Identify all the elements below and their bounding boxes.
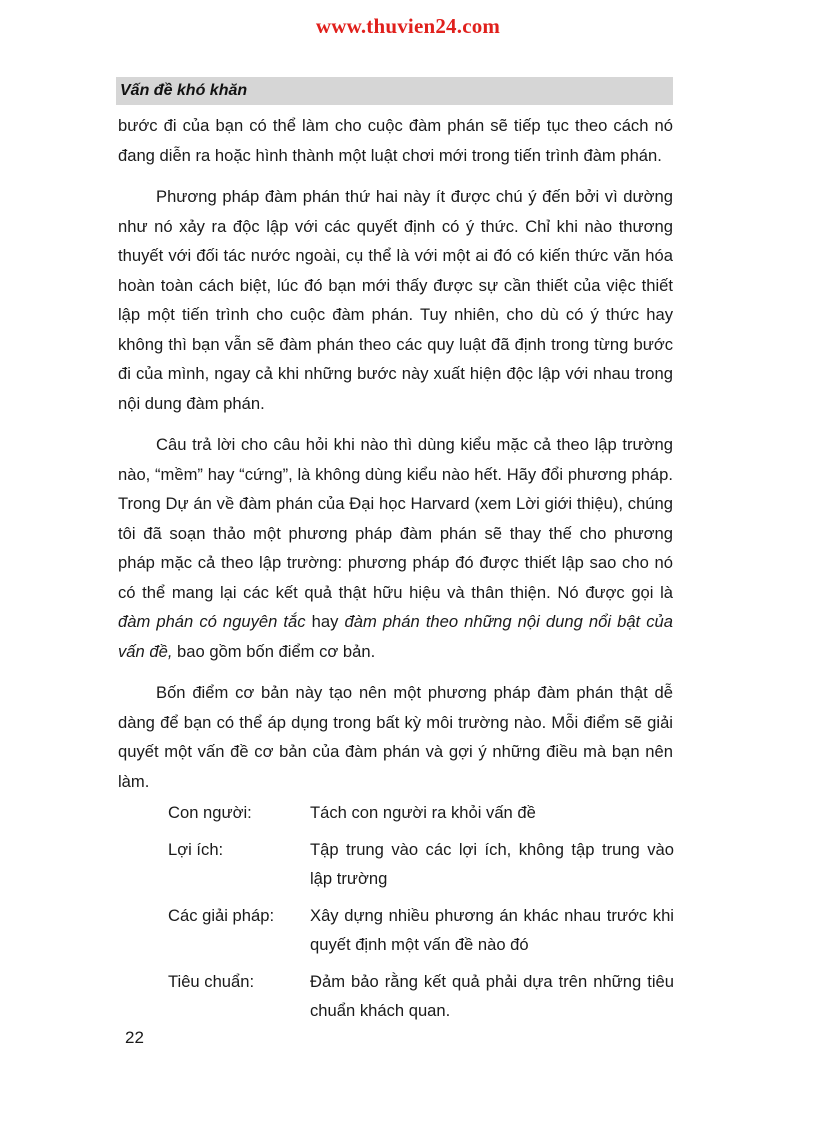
paragraph-3-text-end: bao gồm bốn điểm cơ bản. [172, 641, 376, 661]
page-number: 22 [125, 1028, 144, 1047]
principle-term: Các giải pháp: [168, 905, 275, 925]
body-text [118, 111, 673, 796]
principle-row-criteria [168, 967, 674, 1026]
paragraph-4: Bốn điểm cơ bản này tạo nên một phương pháp đàm phán thật dễ dàng để bạn có thể áp dụng trong bất kỳ môi trường nào. Mỗi điểm sẽ giải quyết một vấn đề cơ bản của đàm phán và gợi ý những điều mà bạn nên làm. [118, 683, 673, 791]
section-header: Vấn đề khó khăn [116, 77, 673, 105]
principle-description: Tách con người ra khỏi vấn đề [310, 803, 536, 822]
site-url: www.thuvien24.com [315, 14, 501, 38]
principle-description: Xây dựng nhiều phương án khác nhau trước khi quyết định một vấn đề nào đó [310, 905, 674, 954]
principle-term: Con người: [168, 803, 252, 822]
paragraph-3-text-mid: hay [305, 612, 345, 631]
term-principled-negotiation: đàm phán có nguyên tắc [118, 612, 306, 631]
principle-row-interests [168, 835, 674, 894]
principle-row-people [168, 798, 674, 828]
principle-row-options [168, 901, 674, 960]
paragraph-2: Phương pháp đàm phán thứ hai này ít được chú ý đến bởi vì dường như nó xảy ra độc lập với các quyết định có ý thức. Chỉ khi nào thương thuyết với đối tác nước ngoài, cụ thể là với một ai đó có kiến thức văn hóa hoàn toàn cách biệt, lúc đó bạn mới thấy được sự cần thiết của việc thiết lập một tiến trình cho cuộc đàm phán. Tuy nhiên, cho dù có ý thức hay không thì bạn vẫn sẽ đàm phán theo các quy luật đã định trong từng bước đi của mình, ngay cả khi những bước này xuất hiện độc lập với nhau trong nội dung đàm phán. [118, 187, 673, 413]
paragraph-1: bước đi của bạn có thể làm cho cuộc đàm phán sẽ tiếp tục theo cách nó đang diễn ra hoặc hình thành một luật chơi mới trong tiến trình đàm phán. [118, 116, 673, 165]
principle-term: Tiêu chuẩn: [168, 971, 255, 991]
principle-description: Đảm bảo rằng kết quả phải dựa trên những tiêu chuẩn khách quan. [310, 971, 674, 1020]
principle-description: Tập trung vào các lợi ích, không tập trung vào lập trường [310, 839, 674, 888]
term-merit-negotiation: đàm phán theo những nội dung nổi bật của vấn đề, [118, 612, 673, 661]
principles-list [168, 798, 674, 1033]
paragraph-3-text-start: Câu trả lời cho câu hỏi khi nào thì dùng kiểu mặc cả theo lập trường nào, “mềm” hay “cứng”, là không dùng kiểu nào hết. Hãy đổi phương pháp. Trong Dự án về đàm phán của Đại học Harvard (xem Lời giới thiệu), chúng tôi đã soạn thảo một phương pháp đàm phán sẽ thay thế cho phương pháp mặc cả theo lập trường: phương pháp đó được thiết lập sao cho nó có thể mang lại các kết quả thật hữu hiệu và thân thiện. Nó được gọi là [118, 435, 673, 602]
principle-term: Lợi ích: [168, 839, 224, 859]
paragraph-3 [118, 430, 673, 666]
